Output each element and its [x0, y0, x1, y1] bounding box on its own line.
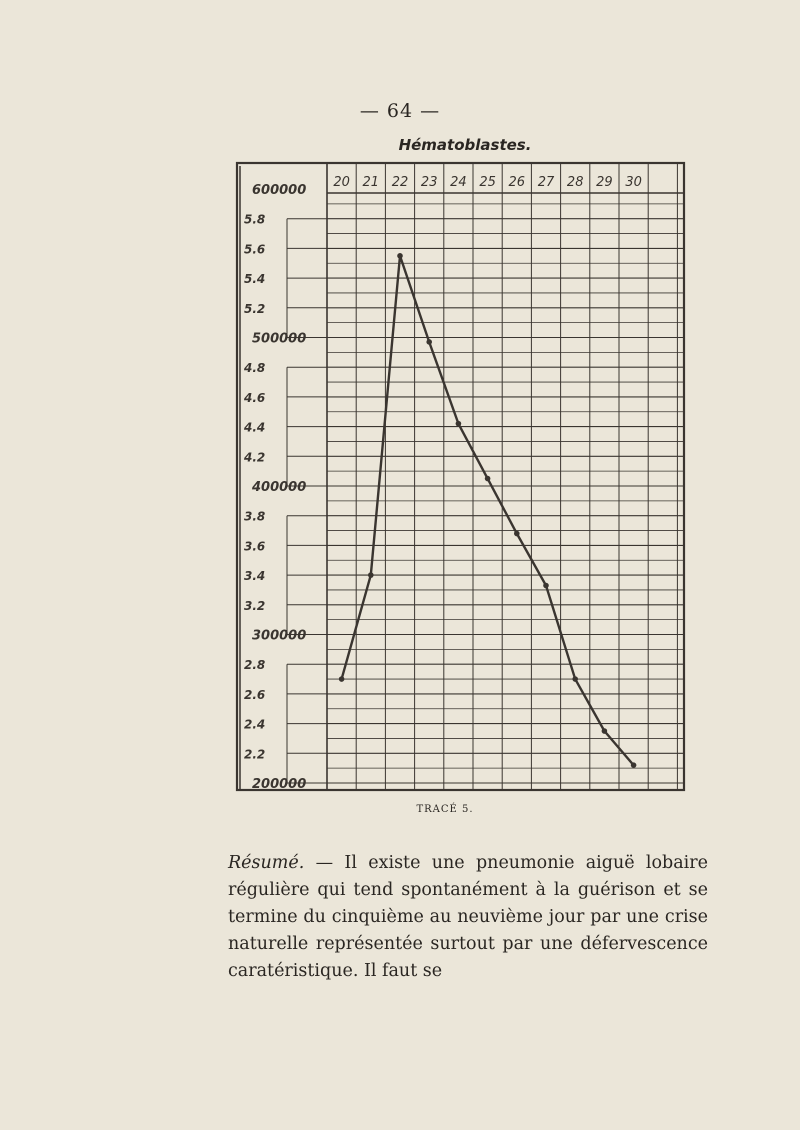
resume-lead: Résumé.: [228, 853, 305, 873]
y-tick-label: 5.4: [244, 272, 266, 287]
y-tick-label: 400000: [252, 480, 307, 495]
y-label-boxes: [287, 219, 327, 783]
y-tick-label: 300000: [252, 628, 307, 644]
x-tick-label: 30: [625, 175, 642, 190]
x-tick-label: 20: [333, 175, 350, 190]
y-tick-label: 4.2: [244, 450, 266, 465]
y-tick-label: 2.6: [244, 687, 266, 702]
data-point: [368, 572, 374, 578]
y-tick-label: 2.8: [244, 658, 266, 673]
y-tick-label: 2.2: [244, 747, 266, 762]
x-tick-label: 21: [362, 175, 380, 190]
resume-text: — Il existe une pneumonie aiguë lobaire régulière qui tend spontanément à la guérison et se termine du cinquième au neuvième jour par une crise naturelle représentée surtout par une défervescence caratéristique. Il faut se: [228, 853, 708, 981]
chart-grid: [237, 163, 684, 790]
x-tick-label: 25: [479, 175, 496, 190]
data-point: [543, 583, 549, 589]
series-line: [339, 253, 637, 768]
y-tick-label: 4.4: [244, 420, 266, 435]
data-point: [572, 676, 578, 682]
y-tick-label: 3.2: [244, 598, 266, 613]
data-point: [456, 421, 462, 427]
x-tick-label: 29: [596, 175, 613, 190]
y-tick-label: 3.4: [244, 569, 266, 584]
data-point: [602, 728, 608, 734]
page-number: — 64 —: [359, 100, 441, 122]
chart-frame: [237, 163, 684, 790]
data-point: [514, 531, 520, 537]
figure-caption: TRACÉ 5.: [416, 804, 474, 815]
x-tick-label: 22: [391, 175, 409, 190]
y-tick-label: 5.8: [244, 212, 266, 227]
y-tick-label: 500000: [252, 331, 307, 347]
data-point: [426, 339, 432, 345]
x-tick-label: 27: [537, 175, 555, 190]
y-tick-label: 5.2: [244, 301, 266, 316]
y-tick-labels: [243, 183, 306, 792]
data-point: [631, 762, 637, 768]
resume-paragraph: [228, 850, 708, 985]
y-tick-label: 600000: [252, 183, 307, 198]
data-point: [339, 676, 345, 682]
y-tick-label: 2.4: [244, 717, 266, 732]
x-tick-label: 26: [508, 175, 526, 190]
y-tick-label: 3.6: [244, 539, 266, 554]
data-point: [397, 253, 403, 259]
x-tick-label: 28: [566, 175, 584, 190]
x-tick-label: 24: [450, 175, 467, 190]
y-tick-label: 4.8: [244, 361, 266, 376]
data-point: [485, 476, 491, 482]
y-tick-label: 4.6: [244, 390, 266, 405]
y-tick-label: 5.6: [244, 242, 266, 257]
y-tick-label: 3.8: [244, 509, 266, 524]
chart-title: Hématoblastes.: [398, 136, 532, 154]
y-tick-label: 200000: [252, 777, 307, 792]
x-tick-label: 23: [420, 175, 438, 190]
x-tick-labels: [333, 175, 642, 190]
